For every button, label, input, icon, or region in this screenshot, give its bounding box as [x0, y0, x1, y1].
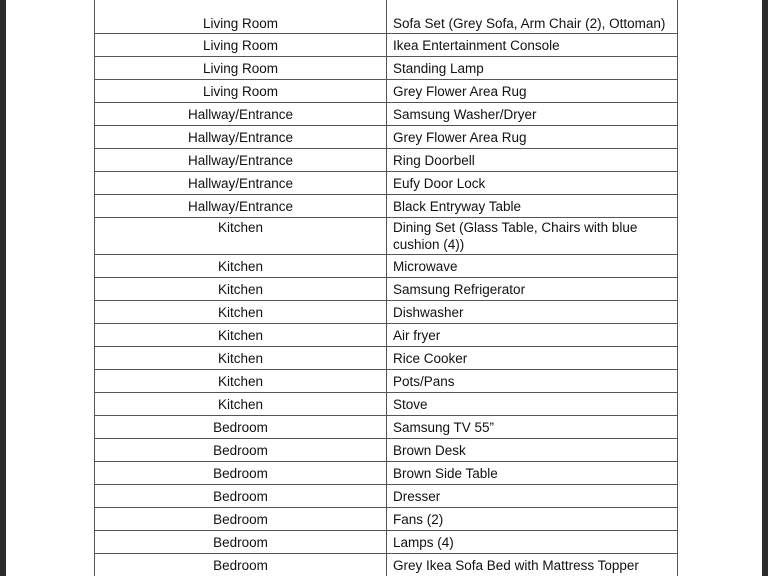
- room-cell: Bedroom: [95, 508, 387, 531]
- room-cell: Living Room: [95, 0, 387, 34]
- table-row: [95, 218, 678, 255]
- table-row: [95, 554, 678, 576]
- table-row: [95, 462, 678, 485]
- table-row: [95, 126, 678, 149]
- room-cell: Living Room: [95, 80, 387, 103]
- table-row: [95, 508, 678, 531]
- room-cell: Bedroom: [95, 531, 387, 554]
- table-row: [95, 172, 678, 195]
- table-row: [95, 324, 678, 347]
- document-page: [6, 0, 762, 576]
- table-row: [95, 0, 678, 34]
- room-cell: Hallway/Entrance: [95, 172, 387, 195]
- room-cell: Bedroom: [95, 485, 387, 508]
- room-cell: Hallway/Entrance: [95, 149, 387, 172]
- room-cell: Bedroom: [95, 416, 387, 439]
- table-row: [95, 393, 678, 416]
- table-row: [95, 485, 678, 508]
- item-cell: Standing Lamp: [387, 57, 678, 80]
- room-cell: Kitchen: [95, 278, 387, 301]
- room-cell: Hallway/Entrance: [95, 195, 387, 218]
- item-cell: Microwave: [387, 255, 678, 278]
- table-row: [95, 531, 678, 554]
- table-row: [95, 301, 678, 324]
- room-cell: Living Room: [95, 34, 387, 57]
- room-cell: Bedroom: [95, 554, 387, 576]
- room-cell: Kitchen: [95, 301, 387, 324]
- room-cell: Kitchen: [95, 324, 387, 347]
- item-cell: Samsung Washer/Dryer: [387, 103, 678, 126]
- room-cell: Hallway/Entrance: [95, 126, 387, 149]
- table-row: [95, 34, 678, 57]
- item-cell: Grey Ikea Sofa Bed with Mattress Topper: [387, 554, 678, 576]
- table-row: [95, 255, 678, 278]
- room-cell: Kitchen: [95, 255, 387, 278]
- item-cell: Samsung Refrigerator: [387, 278, 678, 301]
- room-cell: Kitchen: [95, 393, 387, 416]
- item-cell: Brown Desk: [387, 439, 678, 462]
- table-row: [95, 370, 678, 393]
- item-cell: Pots/Pans: [387, 370, 678, 393]
- table-row: [95, 195, 678, 218]
- table-row: [95, 57, 678, 80]
- item-cell: Rice Cooker: [387, 347, 678, 370]
- item-cell: Grey Flower Area Rug: [387, 126, 678, 149]
- item-cell: Black Entryway Table: [387, 195, 678, 218]
- item-cell: Fans (2): [387, 508, 678, 531]
- table-row: [95, 149, 678, 172]
- item-cell: Air fryer: [387, 324, 678, 347]
- item-cell: Eufy Door Lock: [387, 172, 678, 195]
- inventory-table: [94, 0, 678, 576]
- room-cell: Hallway/Entrance: [95, 103, 387, 126]
- table-row: [95, 416, 678, 439]
- table-row: [95, 278, 678, 301]
- item-cell: Dining Set (Glass Table, Chairs with blue cushion (4)): [387, 218, 678, 255]
- room-cell: Bedroom: [95, 439, 387, 462]
- item-cell: Stove: [387, 393, 678, 416]
- item-cell: Dresser: [387, 485, 678, 508]
- item-cell: Grey Flower Area Rug: [387, 80, 678, 103]
- item-cell: Dishwasher: [387, 301, 678, 324]
- room-cell: Bedroom: [95, 462, 387, 485]
- room-cell: Living Room: [95, 57, 387, 80]
- table-row: [95, 80, 678, 103]
- item-cell: Ring Doorbell: [387, 149, 678, 172]
- room-cell: Kitchen: [95, 218, 387, 255]
- room-cell: Kitchen: [95, 347, 387, 370]
- item-cell: Lamps (4): [387, 531, 678, 554]
- table-row: [95, 103, 678, 126]
- item-cell: Ikea Entertainment Console: [387, 34, 678, 57]
- table-row: [95, 439, 678, 462]
- item-cell: Sofa Set (Grey Sofa, Arm Chair (2), Ottoman): [387, 0, 678, 34]
- room-cell: Kitchen: [95, 370, 387, 393]
- item-cell: Samsung TV 55”: [387, 416, 678, 439]
- table-row: [95, 347, 678, 370]
- item-cell: Brown Side Table: [387, 462, 678, 485]
